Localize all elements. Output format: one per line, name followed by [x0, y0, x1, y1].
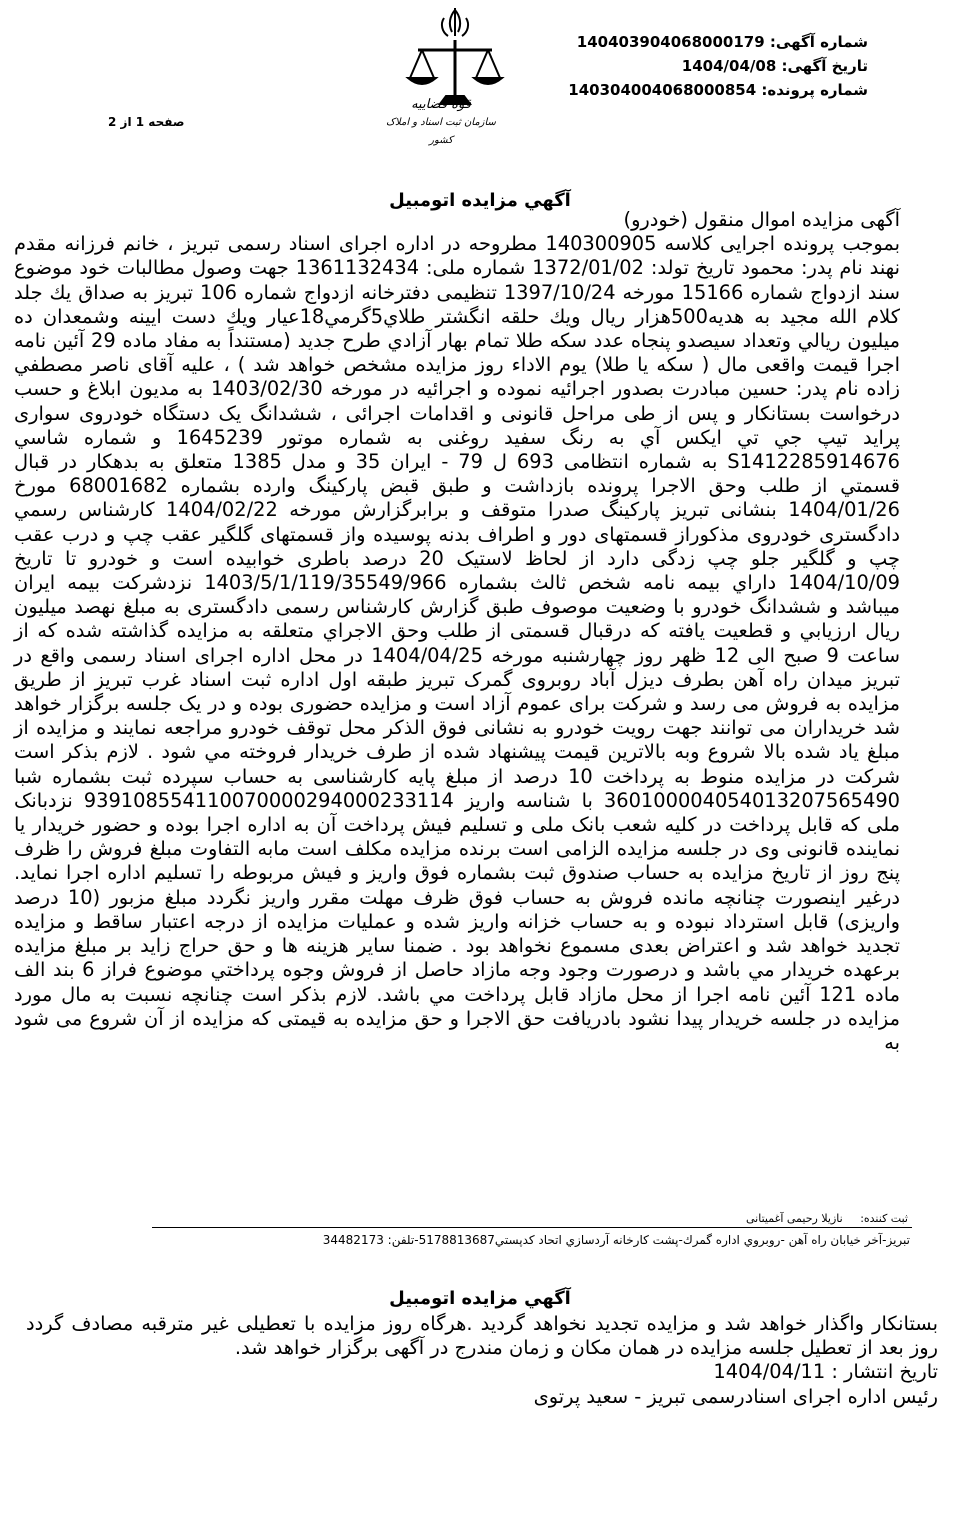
emblem-caption-line2: سازمان ثبت اسناد و املاک کشور [386, 117, 496, 146]
ad-header-meta [568, 30, 868, 102]
ad-date-label: تاریخ آگهی: [781, 57, 868, 75]
signatory: رئیس اداره اجرای اسنادرسمی تبریز - سعید پرتوی [533, 1384, 938, 1408]
page-indicator: صفحه 1 از 2 [108, 115, 185, 129]
case-number-label: شماره پرونده: [761, 81, 868, 99]
case-number-row [568, 78, 868, 102]
ad-date-value: 1404/04/08 [681, 57, 777, 75]
ad-continuation [26, 1312, 938, 1409]
ad-number-value: 140403904068000179 [576, 33, 765, 51]
case-number-value: 140304004068000854 [568, 81, 757, 99]
publication-date: تاریخ انتشار : 1404/04/11 [713, 1360, 938, 1384]
divider [152, 1227, 912, 1228]
ad-subtitle: آگهی مزایده اموال منقول (خودرو) [623, 208, 900, 231]
recorder-label: ثبت کننده: [860, 1212, 908, 1225]
ad-number-row [568, 30, 868, 54]
continuation-paragraph: بستانکار واگذار خواهد شد و مزایده تجدید نخواهد گردید .هرگاه روز مزایده با تعطیلی غیر مترقبه مصادف گردد روز بعد از تعطیل جلسه مزایده در همان مکان و زمان مندرج در آگهی برگزار خواهد شد. [26, 1312, 938, 1360]
ad-body [14, 208, 900, 1055]
ad-number-label: شماره آگهی: [769, 33, 868, 51]
continuation-title: آگهي مزايده اتومبيل [389, 1288, 571, 1309]
ad-body-paragraph: بموجب پرونده اجرایی کلاسه 140300905 مطروحه در اداره اجرای اسناد رسمی تبریز ، خانم فرزانه مقدم نهند نام پدر: محمود تاریخ تولد: 1372/01/02 شماره ملی: 1361132434 جهت وصول مطالبات خود موضوع سند ازدواج شماره 15166 مورخه 1397/10/24 تنظیمی دفترخانه ازدواج شماره 106 تبریز به صداق یك جلد كلام الله مجید به هدیه500هزار ريال ويك حلقه انگشتر طلاي5گرمي18عيار ويك دست ايينه وشمعدان ده ميليون ريالي وتعداد سيصدو پنجاه عدد سكه طلا تمام بهار آزادي طرح جديد (مستنداً به مفاد ماده 29 آئین نامه اجرا قیمت واقعی مال ( سکه یا طلا) یوم الاداء روز مزایده مشخص خواهد شد ) ، علیه آقای ناصر مصطفي زاده نام پدر: حسين مبادرت بصدور اجرائیه نموده و اجرائیه در مورخه 1403/02/30 به مدیون ابلاغ و حسب درخواست بستانکار و پس از طی مراحل قانونی و اقدامات اجرائی ، ششدانگ یک دستگاه خودروی سواری پراید تیپ جي تي ايكس آي به رنگ سفيد روغنی به شماره موتور 1645239 و شماره شاسي S1412285914676 به شماره انتظامی 693 ل 79 - ایران 35 و مدل 1385 متعلق به بدهکار در قبال قسمتي از طلب وحق الاجرا پرونده بازداشت و طبق قبض پارکینگ وارده بشماره 68001682 مورخ 1404/01/26 بنشانی تبریز پارکینگ صدرا متوقف و برابرگزارش مورخه 1404/02/22 کارشناس رسمي دادگستری خودروی مذکوراز قسمتهای دور و اطراف بدنه پوسيده واز قسمتهای گلگیر عقب چپ و درب عقب چپ و گلگير جلو چپ زدگی دارد از لحاظ لاستیک 20 درصد باطری خوابیده است و خودرو تا تاریخ 1404/10/09 داراي بیمه نامه شخص ثالث بشماره 1403/5/1/119/35549/966 نزدشرکت بیمه ایران میباشد و ششدانگ خودرو با وضعیت موصوف طبق گزارش کارشناس رسمی دادگستری به مبلغ نهصد میلیون ریال ارزيابي و قطعيت يافته که درقبال قسمتی از طلب وحق الاجراي متعلقه به مزایده گذاشته شده که از ساعت 9 صبح الی 12 ظهر روز چهارشنبه مورخه 1404/04/25 در محل اداره اجرای اسناد رسمی واقع در تبریز میدان راه آهن بطرف دیزل آباد روبروی گمرک تبریز طبقه اول اداره ثبت اسناد غرب تبریز از طريق مزایده به فروش می رسد و شرکت برای عموم آزاد است و مزایده حضوری بوده و در یک جلسه برگزار خواهد شد خریداران می توانند جهت رويت خودرو به نشانی فوق الذکر محل توقف خودرو مراجعه نمایند و مزایده از مبلغ یاد شده بالا شروع وبه بالاترین قیمت پیشنهاد شده از طرف خریدار فروخته مي شود . لازم بذکر است شرکت در مزایده منوط به پرداخت 10 درصد از مبلغ پایه کارشناسی به حساب سپرده ثبت بشماره شبا 360100004054013207565490 با شناسه واریز 939108554110070000294000233114 نزدبانک ملی که قابل پرداخت در کلیه شعب بانک ملی و تسلیم فیش پرداخت آن به اداره اجرا بوده و حضور خریدار یا نماینده قانونی وی در جلسه مزایده الزامی است برنده مزایده مکلف است مابه التفاوت مبلغ فروش را ظرف پنج روز از تاریخ مزایده به حساب صندوق ثبت بشماره فوق واریز و فیش مربوطه را تسلیم اداره اجرا نماید. درغیر اینصورت چنانچه مانده فروش به حساب فوق ظرف مهلت مقرر واریز نگردد مبلغ مزبور (10 درصد واریزی) قابل استرداد نبوده و به حساب خزانه واریز شده و عملیات مزایده از درجه اعتبار ساقط و مزایده تجدید خواهد شد و اعتراض بعدی مسموع نخواهد بود . ضمنا سایر هزینه ها و حق حراج زاید بر مبلغ مزایده برعهده خریدار مي باشد و درصورت وجود وجه مازاد حاصل از فروش وجوه پرداختي موضوع فراز 6 بند الف ماده 121 آئین نامه اجرا از محل مازاد قابل پرداخت مي باشد. لازم بذکر است چنانچه نسبت به مال مورد مزایده در جلسه خریدار پیدا نشود بادریافت حق الاجرا و حق مزایده به قیمتی که مزایده از آن شروع می شود به [14, 232, 901, 1054]
recorder-line [732, 1212, 908, 1225]
emblem-caption [386, 96, 496, 150]
recorder-name: نازیلا رحیمی آغمیتانی [745, 1212, 843, 1225]
emblem-caption-line1: قوه قضاییه [411, 97, 471, 112]
office-address: تبريز-آخر خيابان راه آهن -روبروي اداره گمرك-پشت كارخانه آردسازي اتحاد كدپستي5178813687-تلفن: 34482173 [322, 1233, 910, 1247]
page-title: آگهي مزايده اتومبيل [389, 190, 571, 211]
ad-date-row [568, 54, 868, 78]
